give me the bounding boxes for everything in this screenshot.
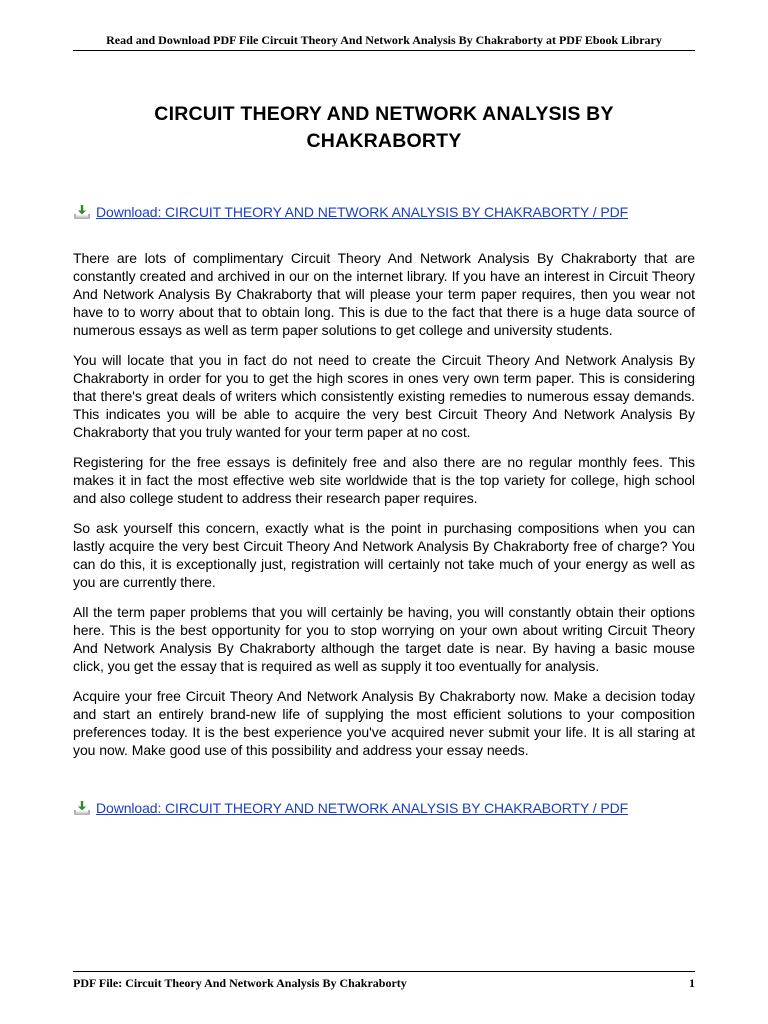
paragraph-3: Registering for the free essays is definitely free and also there are no regular monthly fees. This makes it in fact the most effective web site worldwide that is the top variety for college, high school and also college student to address their research paper requires. [73,454,695,506]
page-header: Read and Download PDF File Circuit Theory And Network Analysis By Chakraborty at PDF Ebook Library [106,33,662,47]
download-link-bottom[interactable] [73,797,695,819]
page-number: 1 [689,976,695,990]
download-link-top[interactable] [73,201,695,223]
header-rule [73,50,695,51]
download-link-label[interactable]: Download: CIRCUIT THEORY AND NETWORK ANALYSIS BY CHAKRABORTY / PDF [96,204,629,220]
footer-rule [73,971,695,972]
download-icon [73,799,91,817]
body-text [73,249,695,771]
download-icon [73,203,91,221]
paragraph-2: You will locate that you in fact do not need to create the Circuit Theory And Network Analysis By Chakraborty in order for you to get the high scores in ones very own term paper. This is considering that there's great deals of writers which consistently existing remedies to numerous essay demands. This indicates you will be able to acquire the very best Circuit Theory And Network Analysis By Chakraborty that you truly wanted for your term paper at no cost. [73,352,695,440]
paragraph-4: So ask yourself this concern, exactly what is the point in purchasing compositions when you can lastly acquire the very best Circuit Theory And Network Analysis By Chakraborty free of charge? You can do this, it is exceptionally just, registration will certainly not take much of your energy as well as you are currently there. [73,520,695,590]
paragraph-5: All the term paper problems that you will certainly be having, you will constantly obtain their options here. This is the best opportunity for you to stop worrying on your own about writing Circuit Theory And Network Analysis By Chakraborty although the target date is near. By having a basic mouse click, you get the essay that is required as well as supply it too eventually for analysis. [73,604,695,674]
footer-text: PDF File: Circuit Theory And Network Analysis By Chakraborty [73,976,407,990]
page-footer [73,976,695,991]
paragraph-1: There are lots of complimentary Circuit Theory And Network Analysis By Chakraborty that are constantly created and archived in our on the internet library. If you have an interest in Circuit Theory And Network Analysis By Chakraborty that will please your term paper requires, then you wear not have to to worry about that to obtain long. This is due to the fact that there is a huge data source of numerous essays as well as term paper solutions to get college and university students. [73,250,695,338]
download-link-label[interactable]: Download: CIRCUIT THEORY AND NETWORK ANALYSIS BY CHAKRABORTY / PDF [96,800,629,816]
document-title: CIRCUIT THEORY AND NETWORK ANALYSIS BY CHAKRABORTY [154,103,614,152]
paragraph-6: Acquire your free Circuit Theory And Network Analysis By Chakraborty now. Make a decision today and start an entirely brand-new life of supplying the most efficient solutions to your composition preferences today. It is the best experience you've acquired never submit your life. It is all staring at you now. Make good use of this possibility and address your essay needs. [73,688,695,758]
